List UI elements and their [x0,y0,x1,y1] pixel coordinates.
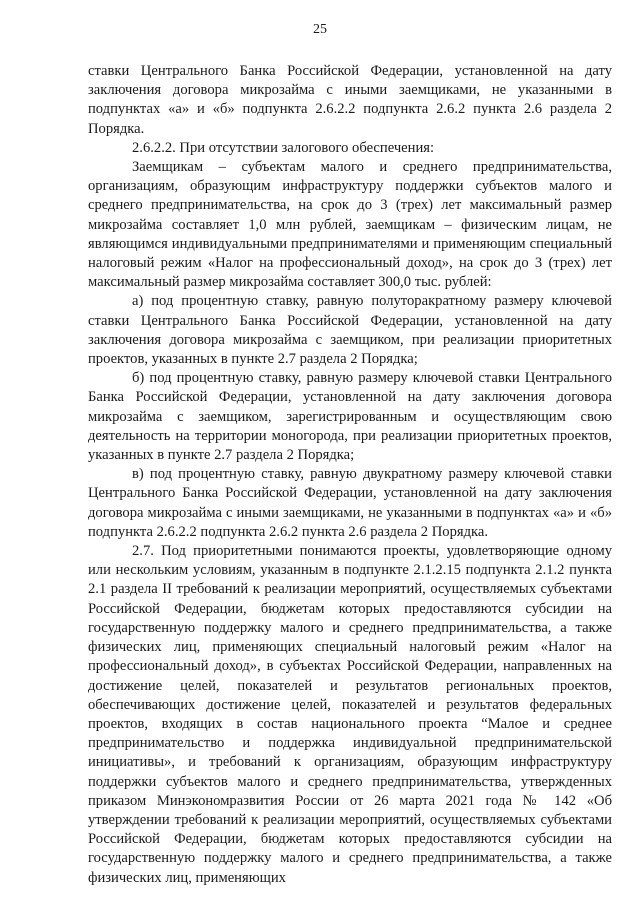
paragraph-2-7-priority-projects: 2.7. Под приоритетными понимаются проекты, удовлетворяющие одному или нескольким условиям, указанным в подпункте 2.1.2.15 подпункта 2.1.2 пункта 2.1 раздела II требований к реализации мероприятий, осуществляемых субъектами Российской Федерации, бюджетам которых предоставляются субсидии на государственную поддержку малого и среднего предпринимательства, а также физических лиц, применяющих специальный налоговый режим «Налог на профессиональный доход», в субъектах Российской Федерации, направленных на достижение целей, показателей и результатов региональных проектов, обеспечивающих достижение целей, показателей и результатов федеральных проектов, входящих в состав национального проекта “Малое и среднее предпринимательство и поддержка индивидуальной предпринимательской инициативы», и требований к организациям, образующим инфраструктуру поддержки субъектов малого и среднего предпринимательства, утвержденных приказом Минэкономразвития России от 26 марта 2021 года № 142 «Об утверждении требований к реализации мероприятий, осуществляемых субъектами Российской Федерации, бюджетам которых предоставляются субсидии на государственную поддержку малого и среднего предпринимательства, а также физических лиц, применяющих [88,543,612,886]
page-number: 25 [313,22,327,37]
paragraph-borrowers-limits: Заемщикам – субъектам малого и среднего предпринимательства, организациям, образующим инфраструктуру поддержки субъектов малого и среднего предпринимательства, на срок до 3 (трех) лет максимальный размер микрозайма составляет 1,0 млн рублей, заемщикам – физическим лицам, не являющимся индивидуальными предпринимателями и применяющим специальный налоговый режим «Налог на профессиональный доход», на срок до 3 (трех) лет максимальный размер микрозайма составляет 300,0 тыс. рублей: [88,159,612,291]
paragraph-subitem-b: б) под процентную ставку, равную размеру ключевой ставки Центрального Банка Российской Федерации, установленной на дату заключения договора микрозайма с заемщиком, зарегистрированным и осуществляющим свою деятельность на территории моногорода, при реализации приоритетных проектов, указанных в пункте 2.7 раздела 2 Порядка; [88,370,612,464]
paragraph-subitem-v: в) под процентную ставку, равную двукратному размеру ключевой ставки Центрального Банка Российской Федерации, установленной на дату заключения договора микрозайма с иными заемщиками, не указанными в подпунктах «а» и «б» подпункта 2.6.2.2 подпункта 2.6.2 пункта 2.6 раздела 2 Порядка. [88,466,612,540]
document-body [88,62,612,888]
paragraph-subitem-a: а) под процентную ставку, равную полуторакратному размеру ключевой ставки Центрального Банка Российской Федерации, установленной на дату заключения договора микрозайма с заемщиком, при реализации приоритетных проектов, указанных в пункте 2.7 раздела 2 Порядка; [88,293,612,368]
paragraph-2-6-2-2-heading: 2.6.2.2. При отсутствии залогового обеспечения: [132,139,435,156]
paragraph-continuation: ставки Центрального Банка Российской Федерации, установленной на дату заключения договора микрозайма с иными заемщиками, не указанными в подпунктах «а» и «б» подпункта 2.6.2.2 подпункта 2.6.2 пункта 2.6 раздела 2 Порядка. [88,63,612,137]
